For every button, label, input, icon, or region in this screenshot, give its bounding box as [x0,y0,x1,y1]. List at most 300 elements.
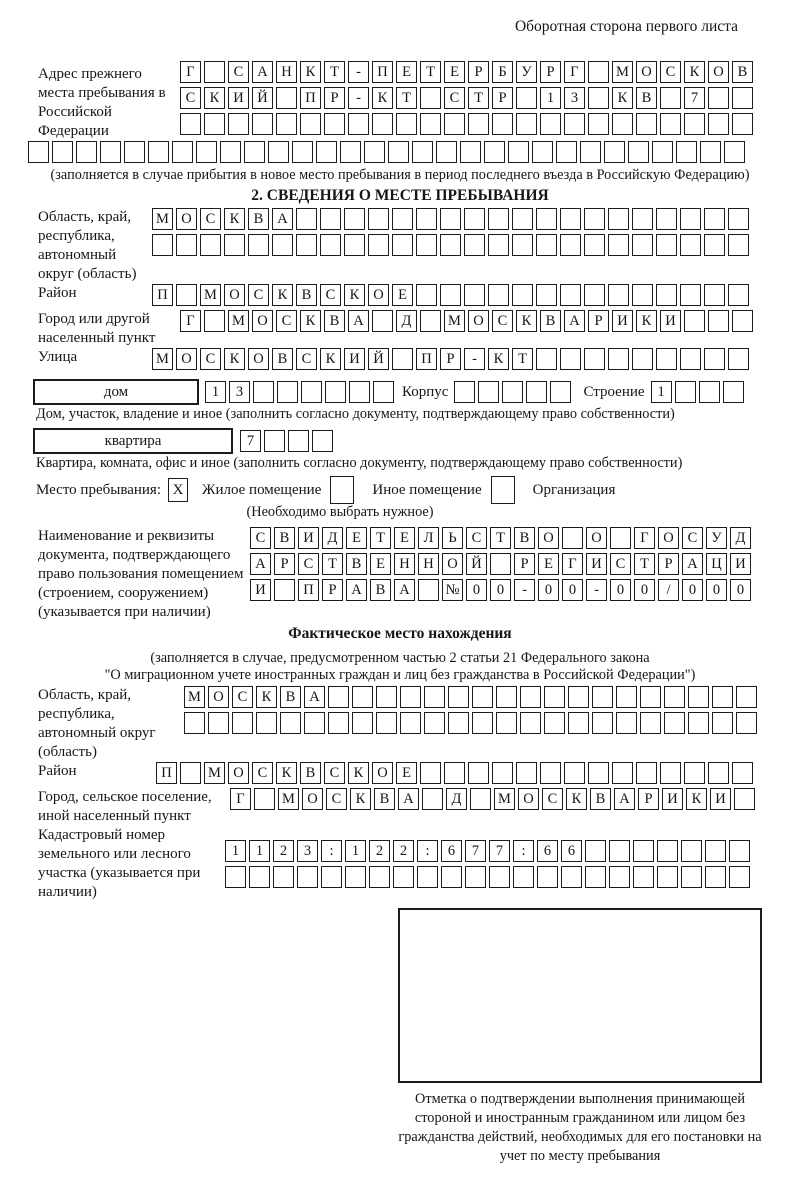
char-cell[interactable] [656,234,677,256]
char-cell[interactable]: И [250,579,271,601]
char-cell[interactable] [656,284,677,306]
char-cell[interactable]: - [348,61,369,83]
char-cell[interactable] [684,113,705,135]
char-cell[interactable]: 7 [240,430,261,452]
char-cell[interactable] [610,527,631,549]
char-cell[interactable] [312,430,333,452]
char-cell[interactable]: И [228,87,249,109]
char-cell[interactable]: 0 [562,579,583,601]
char-cell[interactable]: В [590,788,611,810]
char-cell[interactable] [636,762,657,784]
char-cell[interactable] [700,141,721,163]
char-cell[interactable] [588,87,609,109]
char-cell[interactable] [660,87,681,109]
char-cell[interactable] [540,113,561,135]
char-cell[interactable]: 0 [634,579,655,601]
char-cell[interactable] [492,113,513,135]
char-cell[interactable] [424,686,445,708]
char-cell[interactable] [465,866,486,888]
char-cell[interactable] [488,208,509,230]
char-cell[interactable]: М [152,208,173,230]
char-cell[interactable]: О [252,310,273,332]
char-cell[interactable] [148,141,169,163]
char-cell[interactable] [608,234,629,256]
char-cell[interactable]: Р [492,87,513,109]
char-cell[interactable] [253,381,274,403]
char-cell[interactable] [470,788,491,810]
char-cell[interactable]: Р [322,579,343,601]
char-cell[interactable]: : [417,840,438,862]
char-cell[interactable] [502,381,523,403]
char-cell[interactable]: О [248,348,269,370]
char-cell[interactable] [268,141,289,163]
char-cell[interactable]: Д [446,788,467,810]
char-cell[interactable] [604,141,625,163]
char-cell[interactable]: Р [274,553,295,575]
char-cell[interactable] [684,310,705,332]
char-cell[interactable] [680,284,701,306]
char-cell[interactable]: А [682,553,703,575]
char-cell[interactable] [273,866,294,888]
char-cell[interactable]: Р [540,61,561,83]
char-cell[interactable] [612,762,633,784]
char-cell[interactable] [732,310,753,332]
char-cell[interactable]: И [586,553,607,575]
char-cell[interactable]: К [224,348,245,370]
char-cell[interactable] [705,866,726,888]
char-cell[interactable]: С [492,310,513,332]
char-cell[interactable] [418,579,439,601]
char-cell[interactable] [664,686,685,708]
char-cell[interactable]: М [278,788,299,810]
char-cell[interactable]: В [296,284,317,306]
char-cell[interactable] [454,381,475,403]
char-cell[interactable] [301,381,322,403]
char-cell[interactable] [704,234,725,256]
char-cell[interactable] [321,866,342,888]
char-cell[interactable]: С [444,87,465,109]
char-cell[interactable]: Е [370,553,391,575]
char-cell[interactable] [657,866,678,888]
char-cell[interactable]: И [660,310,681,332]
char-cell[interactable] [232,712,253,734]
char-cell[interactable]: Т [420,61,441,83]
char-cell[interactable]: В [374,788,395,810]
char-cell[interactable]: О [518,788,539,810]
char-cell[interactable] [396,113,417,135]
char-cell[interactable] [412,141,433,163]
char-cell[interactable] [732,87,753,109]
char-cell[interactable] [328,712,349,734]
char-cell[interactable]: Е [444,61,465,83]
char-cell[interactable]: Т [324,61,345,83]
char-cell[interactable] [249,866,270,888]
char-cell[interactable]: 0 [682,579,703,601]
char-cell[interactable] [196,141,217,163]
char-cell[interactable] [513,866,534,888]
char-cell[interactable]: С [228,61,249,83]
char-cell[interactable] [680,348,701,370]
char-cell[interactable] [320,208,341,230]
char-cell[interactable]: С [610,553,631,575]
char-cell[interactable] [297,866,318,888]
char-cell[interactable]: / [658,579,679,601]
char-cell[interactable] [52,141,73,163]
char-cell[interactable] [640,686,661,708]
char-cell[interactable]: Й [368,348,389,370]
char-cell[interactable]: : [321,840,342,862]
char-cell[interactable] [736,686,757,708]
char-cell[interactable] [684,762,705,784]
char-cell[interactable] [424,712,445,734]
char-cell[interactable] [344,234,365,256]
char-cell[interactable] [496,712,517,734]
char-cell[interactable]: Р [588,310,609,332]
char-cell[interactable]: И [344,348,365,370]
char-cell[interactable]: В [248,208,269,230]
char-cell[interactable] [560,348,581,370]
char-cell[interactable] [568,686,589,708]
char-cell[interactable] [660,762,681,784]
char-cell[interactable] [220,141,241,163]
char-cell[interactable] [344,208,365,230]
char-cell[interactable]: К [636,310,657,332]
char-cell[interactable] [248,234,269,256]
char-cell[interactable] [124,141,145,163]
char-cell[interactable]: С [466,527,487,549]
char-cell[interactable]: М [204,762,225,784]
char-cell[interactable] [76,141,97,163]
char-cell[interactable]: 1 [651,381,672,403]
char-cell[interactable] [440,208,461,230]
char-cell[interactable]: М [612,61,633,83]
char-cell[interactable]: Г [230,788,251,810]
char-cell[interactable]: 0 [538,579,559,601]
char-cell[interactable] [664,712,685,734]
char-cell[interactable]: У [706,527,727,549]
char-cell[interactable] [276,87,297,109]
char-cell[interactable] [420,310,441,332]
char-cell[interactable] [704,284,725,306]
char-cell[interactable] [736,712,757,734]
char-cell[interactable] [516,113,537,135]
char-cell[interactable]: В [732,61,753,83]
char-cell[interactable] [172,141,193,163]
char-cell[interactable] [660,113,681,135]
char-cell[interactable] [640,712,661,734]
char-cell[interactable] [657,840,678,862]
char-cell[interactable] [609,840,630,862]
char-cell[interactable] [729,840,750,862]
char-cell[interactable]: О [208,686,229,708]
char-cell[interactable] [508,141,529,163]
char-cell[interactable] [376,712,397,734]
char-cell[interactable]: Т [512,348,533,370]
char-cell[interactable] [416,208,437,230]
char-cell[interactable]: О [442,553,463,575]
char-cell[interactable] [712,686,733,708]
char-cell[interactable] [349,381,370,403]
char-cell[interactable]: М [184,686,205,708]
char-cell[interactable] [484,141,505,163]
char-cell[interactable] [254,788,275,810]
char-cell[interactable] [400,686,421,708]
char-cell[interactable]: Ь [442,527,463,549]
char-cell[interactable]: Л [418,527,439,549]
char-cell[interactable]: : [513,840,534,862]
stay-option-residential-checkbox[interactable]: X [168,478,188,502]
char-cell[interactable] [352,712,373,734]
char-cell[interactable]: П [298,579,319,601]
char-cell[interactable] [526,381,547,403]
char-cell[interactable] [636,113,657,135]
char-cell[interactable]: Е [538,553,559,575]
char-cell[interactable]: С [248,284,269,306]
char-cell[interactable] [616,686,637,708]
char-cell[interactable]: М [494,788,515,810]
char-cell[interactable] [580,141,601,163]
char-cell[interactable]: 7 [465,840,486,862]
char-cell[interactable] [369,866,390,888]
char-cell[interactable]: К [566,788,587,810]
char-cell[interactable]: Г [180,61,201,83]
char-cell[interactable]: А [304,686,325,708]
char-cell[interactable]: 7 [684,87,705,109]
char-cell[interactable]: Р [440,348,461,370]
char-cell[interactable] [681,866,702,888]
char-cell[interactable]: К [348,762,369,784]
char-cell[interactable] [560,208,581,230]
char-cell[interactable] [585,840,606,862]
char-cell[interactable] [536,234,557,256]
char-cell[interactable] [420,87,441,109]
char-cell[interactable]: К [372,87,393,109]
char-cell[interactable]: У [516,61,537,83]
char-cell[interactable] [734,788,755,810]
char-cell[interactable] [708,87,729,109]
char-cell[interactable] [328,686,349,708]
char-cell[interactable]: С [542,788,563,810]
char-cell[interactable] [708,113,729,135]
char-cell[interactable] [388,141,409,163]
char-cell[interactable] [633,866,654,888]
char-cell[interactable]: О [368,284,389,306]
char-cell[interactable] [584,234,605,256]
char-cell[interactable]: К [686,788,707,810]
char-cell[interactable]: 0 [490,579,511,601]
char-cell[interactable] [417,866,438,888]
char-cell[interactable] [675,381,696,403]
char-cell[interactable]: С [250,527,271,549]
char-cell[interactable] [224,234,245,256]
char-cell[interactable] [704,208,725,230]
char-cell[interactable] [228,113,249,135]
char-cell[interactable] [496,686,517,708]
char-cell[interactable] [392,234,413,256]
char-cell[interactable] [372,310,393,332]
char-cell[interactable] [544,686,565,708]
char-cell[interactable] [676,141,697,163]
char-cell[interactable] [324,113,345,135]
char-cell[interactable]: С [252,762,273,784]
char-cell[interactable] [680,208,701,230]
char-cell[interactable] [180,113,201,135]
char-cell[interactable]: А [252,61,273,83]
char-cell[interactable] [592,712,613,734]
char-cell[interactable]: 6 [441,840,462,862]
char-cell[interactable] [464,208,485,230]
char-cell[interactable] [728,234,749,256]
char-cell[interactable] [468,113,489,135]
char-cell[interactable]: П [152,284,173,306]
char-cell[interactable]: А [614,788,635,810]
char-cell[interactable] [340,141,361,163]
char-cell[interactable] [512,208,533,230]
char-cell[interactable]: 3 [564,87,585,109]
char-cell[interactable]: Е [392,284,413,306]
char-cell[interactable]: В [636,87,657,109]
char-cell[interactable]: 3 [229,381,250,403]
char-cell[interactable]: Д [396,310,417,332]
char-cell[interactable] [537,866,558,888]
char-cell[interactable]: В [540,310,561,332]
char-cell[interactable]: А [564,310,585,332]
char-cell[interactable]: Б [492,61,513,83]
char-cell[interactable] [588,61,609,83]
char-cell[interactable] [632,348,653,370]
char-cell[interactable]: И [730,553,751,575]
char-cell[interactable]: Г [564,61,585,83]
char-cell[interactable] [681,840,702,862]
char-cell[interactable] [422,788,443,810]
char-cell[interactable]: Е [396,762,417,784]
char-cell[interactable]: О [302,788,323,810]
char-cell[interactable]: К [276,762,297,784]
char-cell[interactable] [633,840,654,862]
char-cell[interactable]: П [156,762,177,784]
char-cell[interactable] [256,712,277,734]
char-cell[interactable] [688,712,709,734]
char-cell[interactable] [699,381,720,403]
char-cell[interactable] [400,712,421,734]
char-cell[interactable] [492,762,513,784]
char-cell[interactable]: 7 [489,840,510,862]
char-cell[interactable] [512,234,533,256]
char-cell[interactable]: 1 [540,87,561,109]
char-cell[interactable] [728,208,749,230]
char-cell[interactable]: С [296,348,317,370]
char-cell[interactable]: Й [466,553,487,575]
char-cell[interactable] [608,208,629,230]
char-cell[interactable]: И [612,310,633,332]
char-cell[interactable]: Т [322,553,343,575]
char-cell[interactable] [345,866,366,888]
char-cell[interactable] [296,208,317,230]
char-cell[interactable]: О [372,762,393,784]
char-cell[interactable]: О [636,61,657,83]
char-cell[interactable] [176,234,197,256]
char-cell[interactable]: Р [324,87,345,109]
char-cell[interactable] [656,208,677,230]
char-cell[interactable]: О [224,284,245,306]
char-cell[interactable] [562,527,583,549]
char-cell[interactable] [392,348,413,370]
char-cell[interactable] [704,348,725,370]
char-cell[interactable] [393,866,414,888]
char-cell[interactable] [468,762,489,784]
char-cell[interactable] [516,762,537,784]
char-cell[interactable]: С [660,61,681,83]
stay-option-organization-checkbox[interactable] [491,476,515,504]
char-cell[interactable] [705,840,726,862]
char-cell[interactable] [652,141,673,163]
char-cell[interactable] [632,208,653,230]
char-cell[interactable] [184,712,205,734]
char-cell[interactable] [564,762,585,784]
char-cell[interactable] [372,113,393,135]
char-cell[interactable] [612,113,633,135]
char-cell[interactable]: О [468,310,489,332]
char-cell[interactable]: 0 [706,579,727,601]
char-cell[interactable]: К [272,284,293,306]
char-cell[interactable]: О [176,208,197,230]
char-cell[interactable]: 2 [273,840,294,862]
char-cell[interactable] [376,686,397,708]
char-cell[interactable]: Р [658,553,679,575]
char-cell[interactable] [277,381,298,403]
char-cell[interactable]: 6 [561,840,582,862]
char-cell[interactable] [180,762,201,784]
char-cell[interactable]: 2 [393,840,414,862]
char-cell[interactable] [490,553,511,575]
char-cell[interactable]: 2 [369,840,390,862]
char-cell[interactable] [204,61,225,83]
char-cell[interactable]: С [324,762,345,784]
char-cell[interactable]: С [326,788,347,810]
char-cell[interactable]: А [348,310,369,332]
char-cell[interactable]: Т [370,527,391,549]
char-cell[interactable]: М [200,284,221,306]
char-cell[interactable] [325,381,346,403]
char-cell[interactable] [300,113,321,135]
char-cell[interactable] [204,310,225,332]
char-cell[interactable]: О [708,61,729,83]
char-cell[interactable] [732,762,753,784]
char-cell[interactable]: К [256,686,277,708]
char-cell[interactable]: В [514,527,535,549]
char-cell[interactable] [609,866,630,888]
char-cell[interactable] [472,712,493,734]
char-cell[interactable] [544,712,565,734]
char-cell[interactable] [656,348,677,370]
char-cell[interactable] [550,381,571,403]
char-cell[interactable]: 1 [225,840,246,862]
char-cell[interactable] [585,866,606,888]
char-cell[interactable] [440,284,461,306]
char-cell[interactable]: Т [468,87,489,109]
char-cell[interactable] [584,208,605,230]
char-cell[interactable] [728,348,749,370]
char-cell[interactable] [280,712,301,734]
char-cell[interactable]: А [272,208,293,230]
char-cell[interactable]: 1 [205,381,226,403]
char-cell[interactable]: - [514,579,535,601]
char-cell[interactable] [352,686,373,708]
char-cell[interactable]: В [272,348,293,370]
char-cell[interactable] [584,348,605,370]
char-cell[interactable] [392,208,413,230]
stay-option-other-checkbox[interactable] [330,476,354,504]
